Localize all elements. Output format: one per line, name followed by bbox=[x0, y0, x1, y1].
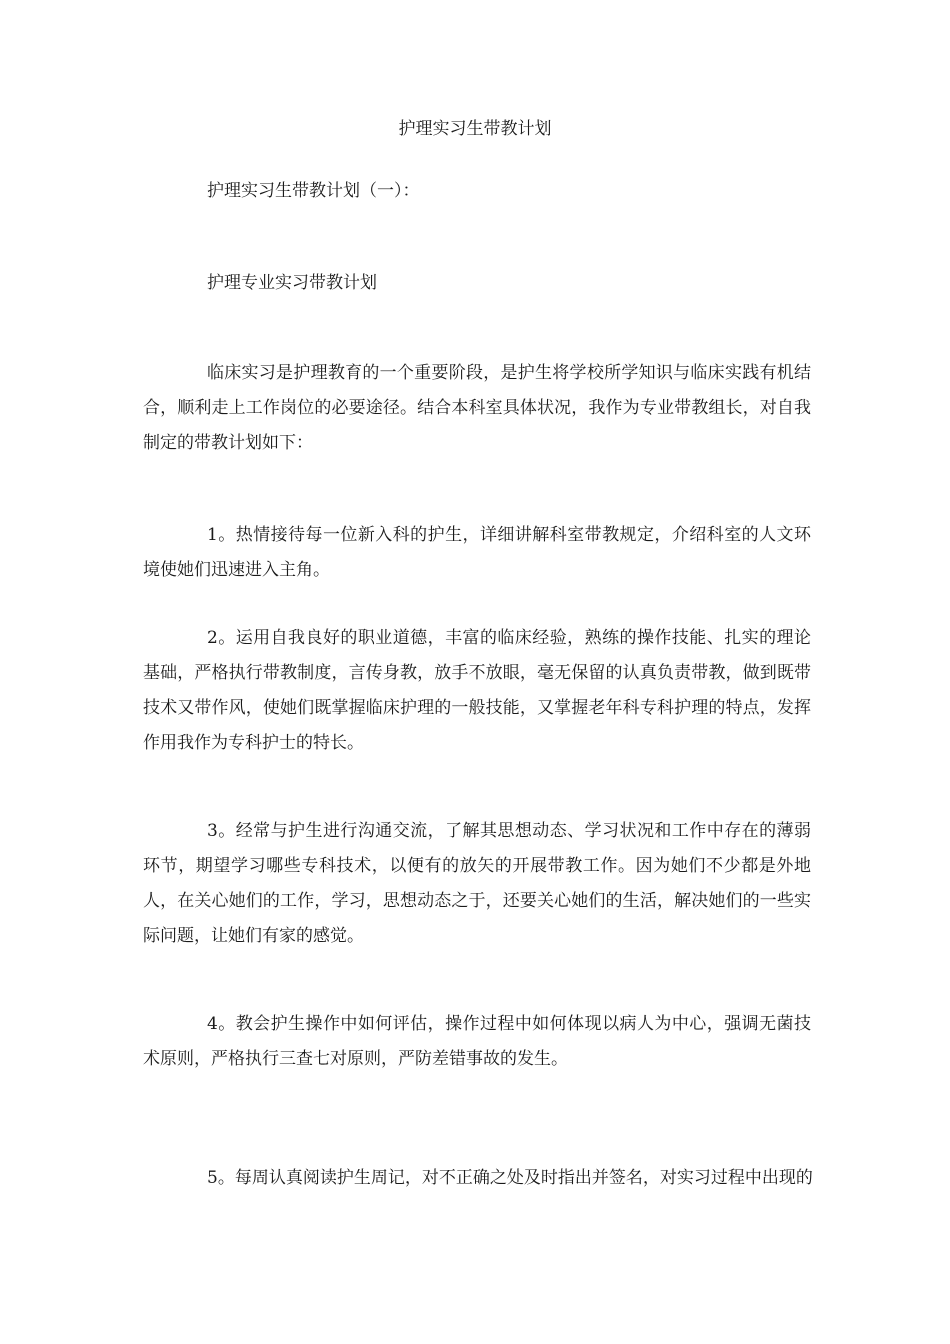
paragraph-item-4: 4。教会护生操作中如何评估，操作过程中如何体现以病人为中心，强调无菌技术原则，严格执行三查七对原则，严防差错事故的发生。 bbox=[143, 1014, 811, 1069]
document-subtitle: 护理实习生带教计划（一）： bbox=[207, 181, 420, 201]
document-title: 护理实习生带教计划 bbox=[398, 119, 552, 139]
paragraph-item-2: 2。运用自我良好的职业道德，丰富的临床经验，熟练的操作技能、扎实的理论基础，严格执行带教制度，言传身教，放手不放眼，毫无保留的认真负责带教，做到既带技术又带作风，使她们既掌握临床护理的一般技能，又掌握老年科专科护理的特点，发挥作用我作为专科护士的特长。 bbox=[143, 628, 811, 753]
paragraph-item-5: 5。每周认真阅读护生周记，对不正确之处及时指出并签名，对实习过程中出现的 bbox=[207, 1168, 813, 1188]
section-heading: 护理专业实习带教计划 bbox=[207, 273, 377, 293]
paragraph-intro: 临床实习是护理教育的一个重要阶段，是护生将学校所学知识与临床实践有机结合，顺利走上工作岗位的必要途径。结合本科室具体状况，我作为专业带教组长，对自我制定的带教计划如下： bbox=[143, 363, 811, 453]
paragraph-item-1: 1。热情接待每一位新入科的护生，详细讲解科室带教规定，介绍科室的人文环境使她们迅速进入主角。 bbox=[143, 525, 811, 580]
paragraph-item-3: 3。经常与护生进行沟通交流，了解其思想动态、学习状况和工作中存在的薄弱环节，期望学习哪些专科技术，以便有的放矢的开展带教工作。因为她们不少都是外地人，在关心她们的工作，学习，思想动态之于，还要关心她们的生活，解决她们的一些实际问题，让她们有家的感觉。 bbox=[143, 821, 811, 946]
